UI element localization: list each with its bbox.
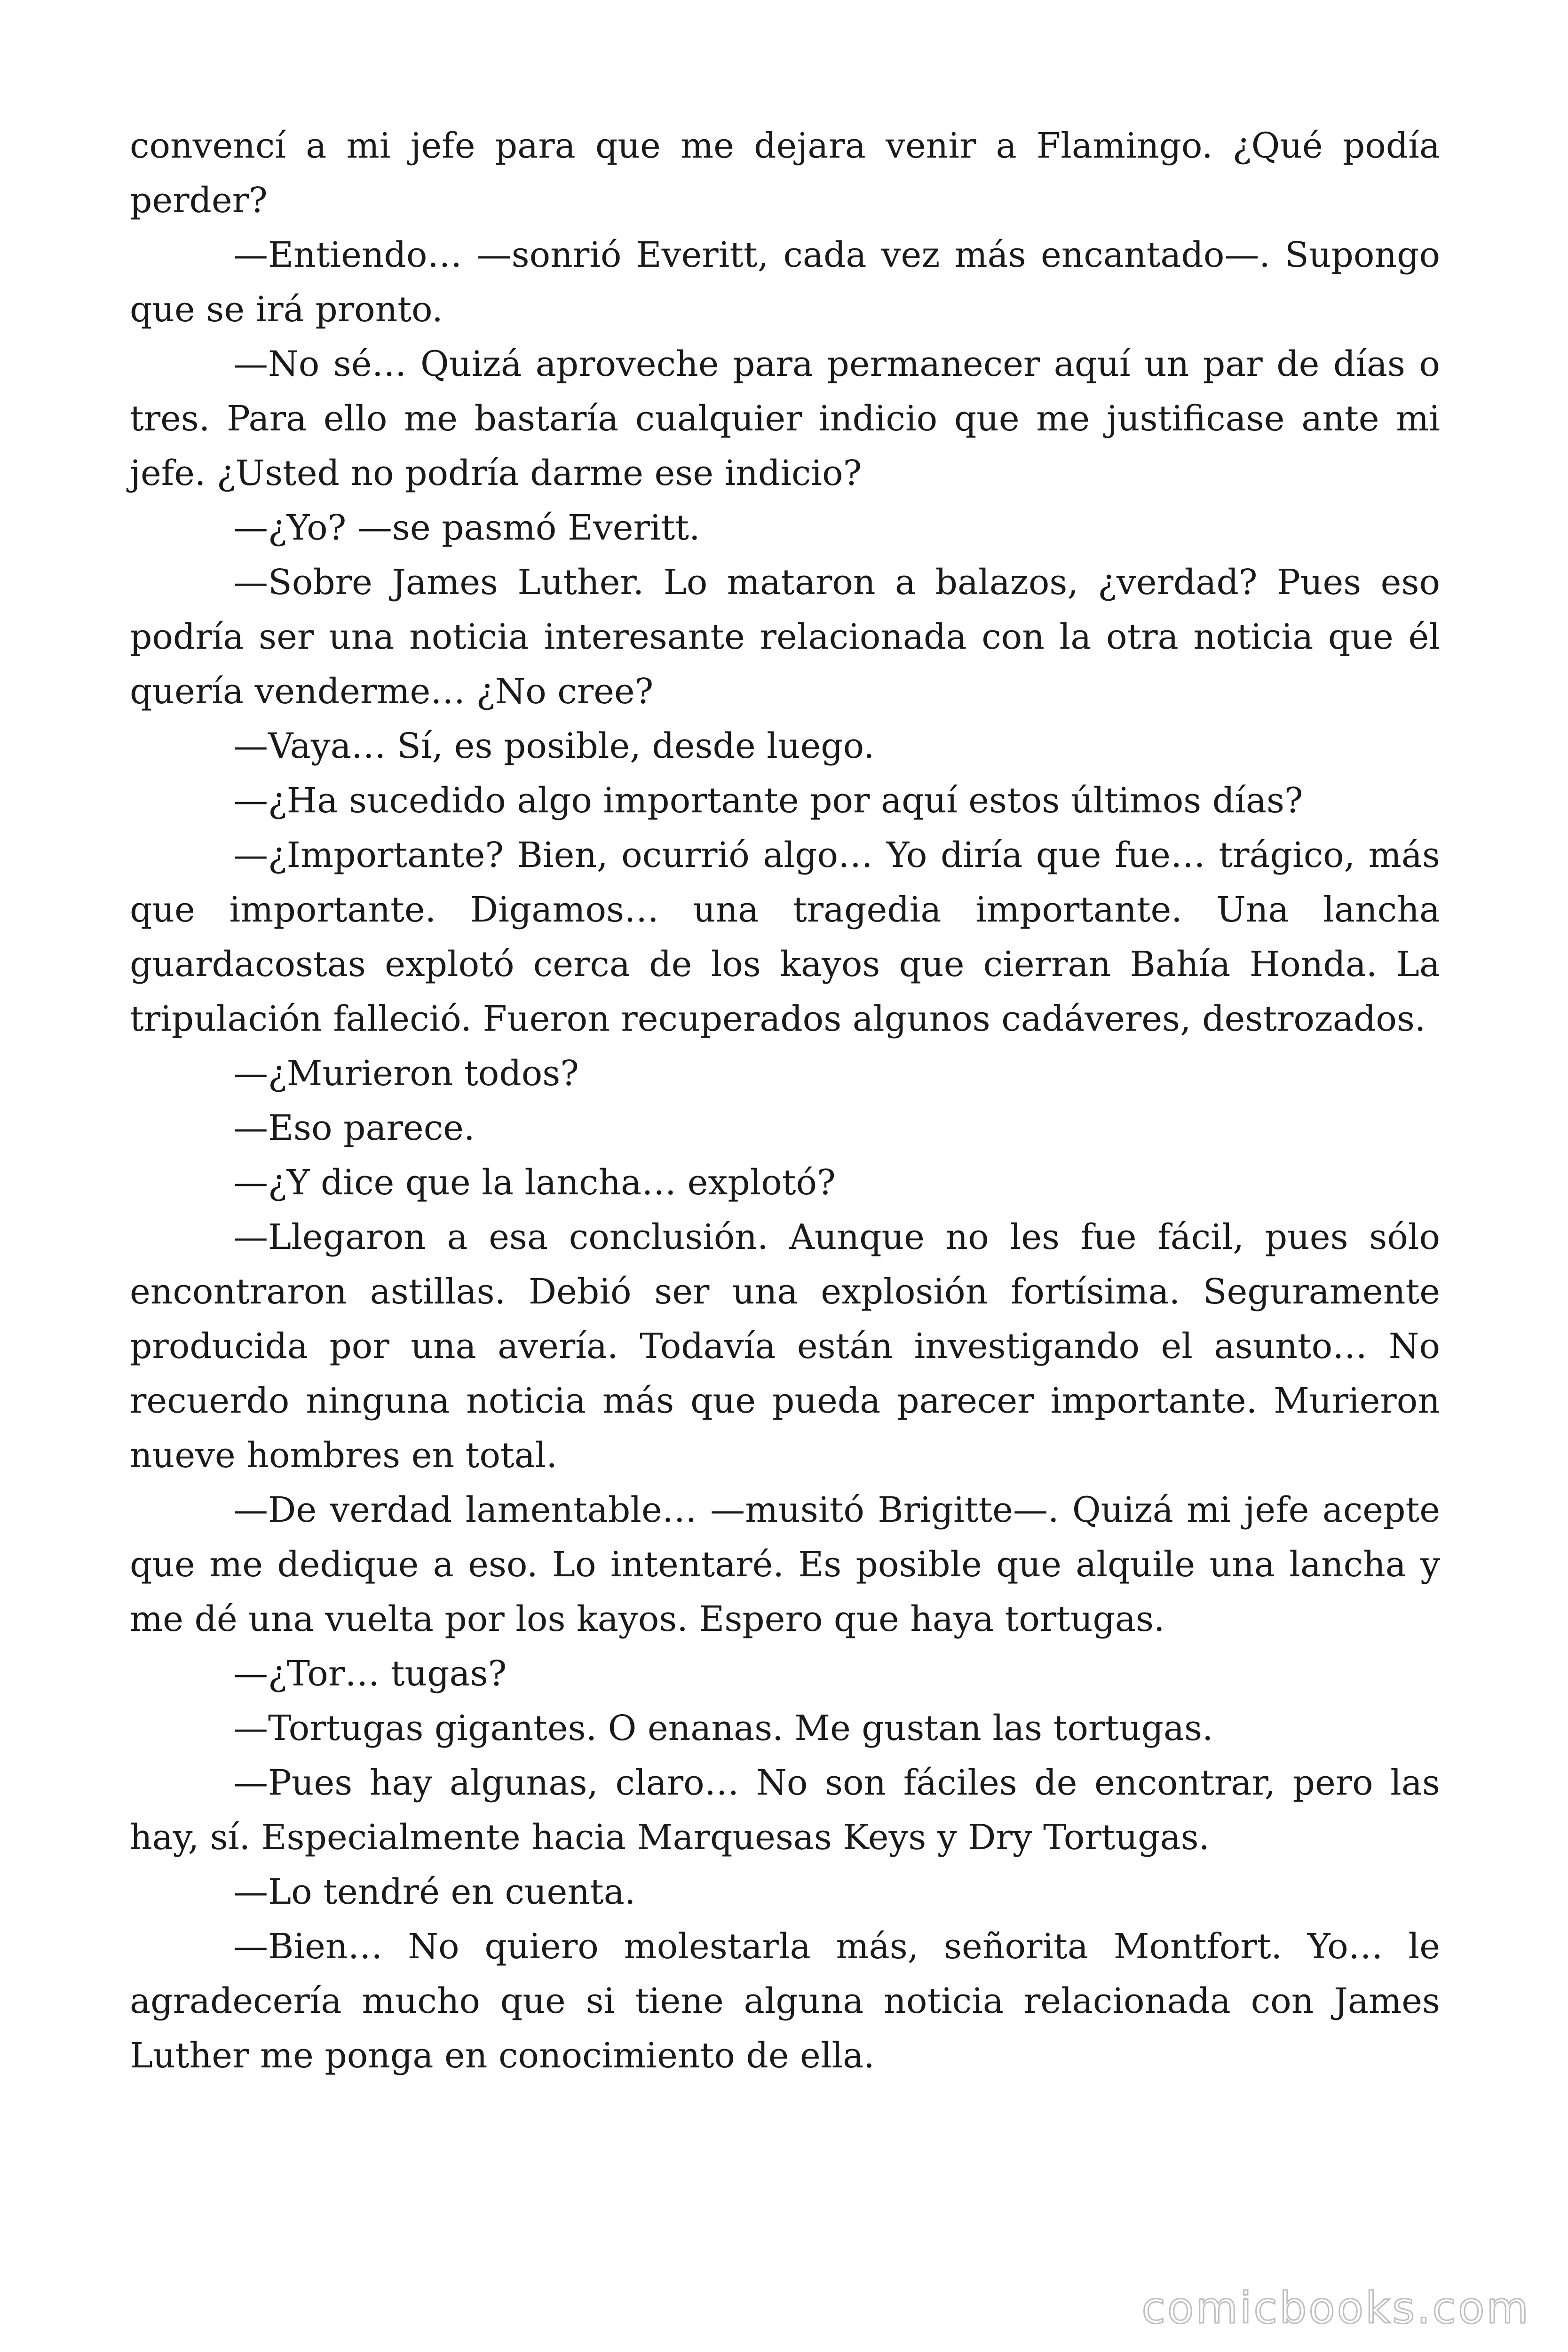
paragraph: —¿Ha sucedido algo importante por aquí estos últimos días? [233,780,1303,821]
paragraph: —¿Murieron todos? [233,1053,579,1094]
paragraph: —Bien… No quiero molestarla más, señorita Montfort. Yo… le agradecería mucho que si tiene alguna noticia relacionada con James Luther me ponga en conocimiento de ella. [130,1926,1440,2076]
paragraph: —Entiendo… —sonrió Everitt, cada vez más encantado—. Supongo que se irá pronto. [130,235,1440,330]
watermark: comicbooks.com [1141,2283,1530,2333]
paragraph: —Pues hay algunas, claro… No son fáciles de encontrar, pero las hay, sí. Especialmente hacia Marquesas Keys y Dry Tortugas. [130,1763,1440,1858]
paragraph: —Llegaron a esa conclusión. Aunque no les fue fácil, pues sólo encontraron astillas. Debió ser una explosión fortísima. Seguramente producida por una avería. Todavía están investigando el asunto… No recuerdo ninguna noticia más que pueda parecer importante. Murieron nueve hombres en total. [130,1217,1440,1476]
paragraph: —¿Importante? Bien, ocurrió algo… Yo diría que fue… trágico, más que importante. Digamos… una tragedia importante. Una lancha guardacostas explotó cerca de los kayos que cierran Bahía Honda. La tripulación falleció. Fueron recuperados algunos cadáveres, destrozados. [130,835,1440,1039]
paragraph: —Eso parece. [233,1108,475,1148]
paragraph: —Vaya… Sí, es posible, desde luego. [233,726,875,766]
body-text [130,119,1440,2083]
paragraph: —¿Tor… tugas? [233,1653,507,1694]
paragraph: convencí a mi jefe para que me dejara venir a Flamingo. ¿Qué podía perder? [130,126,1440,221]
paragraph: —¿Y dice que la lancha… explotó? [233,1162,836,1203]
paragraph: —De verdad lamentable… —musitó Brigitte—. Quizá mi jefe acepte que me dedique a eso. Lo intentaré. Es posible que alquile una lancha y me dé una vuelta por los kayos. Espero que haya tortugas. [130,1490,1440,1639]
paragraph: —Tortugas gigantes. O enanas. Me gustan las tortugas. [233,1708,1213,1748]
paragraph: —Sobre James Luther. Lo mataron a balazos, ¿verdad? Pues eso podría ser una noticia interesante relacionada con la otra noticia que él quería venderme… ¿No cree? [130,562,1440,712]
paragraph: —¿Yo? —se pasmó Everitt. [233,508,700,548]
paragraph: —Lo tendré en cuenta. [233,1872,636,1912]
paragraph: —No sé… Quizá aproveche para permanecer aquí un par de días o tres. Para ello me bastaría cualquier indicio que me justificase ante mi jefe. ¿Usted no podría darme ese indicio? [130,344,1440,493]
